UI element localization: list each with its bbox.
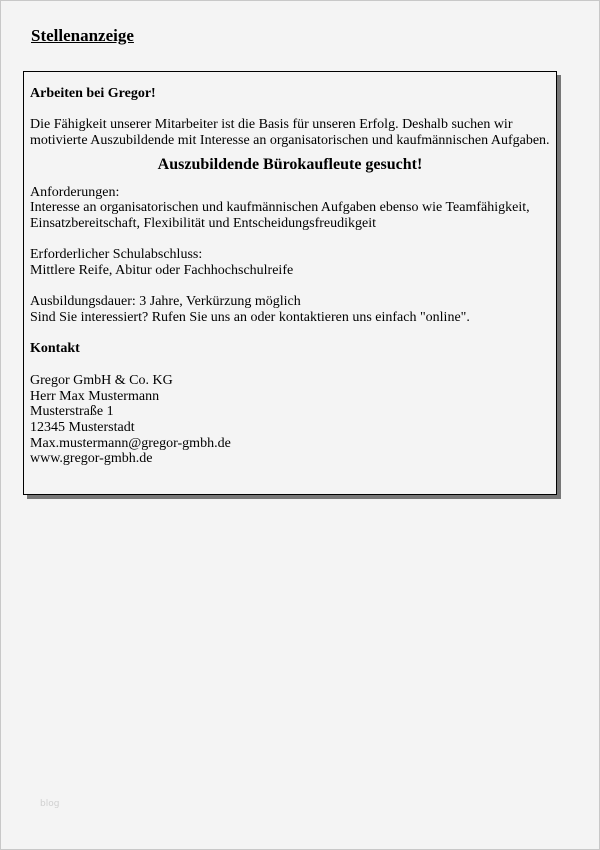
requirements-label: Anforderungen: (30, 184, 120, 200)
contact-person: Herr Max Mustermann (30, 388, 160, 404)
contact-website: www.gregor-gmbh.de (30, 451, 153, 467)
contact-email: Max.mustermann@gregor-gmbh.de (30, 435, 231, 451)
contact-street: Musterstraße 1 (30, 404, 114, 420)
contact-city: 12345 Musterstadt (30, 419, 135, 435)
watermark: blog (40, 799, 60, 809)
ad-headline: Auszubildende Bürokaufleute gesucht! (157, 155, 423, 173)
contact-label: Kontakt (30, 341, 80, 357)
requirements-line: Einsatzbereitschaft, Flexibilität und Entscheidungsfreudikgeit (30, 215, 377, 231)
school-label: Erforderlicher Schulabschluss: (30, 247, 203, 263)
job-ad-box (23, 71, 557, 495)
school-value: Mittlere Reife, Abitur oder Fachhochschulreife (30, 263, 294, 278)
contact-company: Gregor GmbH & Co. KG (30, 372, 173, 388)
ad-heading: Arbeiten bei Gregor! (30, 86, 156, 101)
call-to-action: Sind Sie interessiert? Rufen Sie uns an oder kontaktieren uns einfach "online". (30, 310, 470, 326)
requirements-line: Interesse an organisatorischen und kaufmännischen Aufgaben ebenso wie Teamfähigkeit, (30, 200, 530, 216)
intro-line: motivierte Auszubildende mit Interesse an organisatorischen und kaufmännischen Aufgaben. (30, 133, 550, 149)
intro-line: Die Fähigkeit unserer Mitarbeiter ist die Basis für unseren Erfolg. Deshalb suchen wir (30, 117, 513, 133)
page-title: Stellenanzeige (31, 26, 134, 45)
duration: Ausbildungsdauer: 3 Jahre, Verkürzung möglich (30, 294, 301, 310)
